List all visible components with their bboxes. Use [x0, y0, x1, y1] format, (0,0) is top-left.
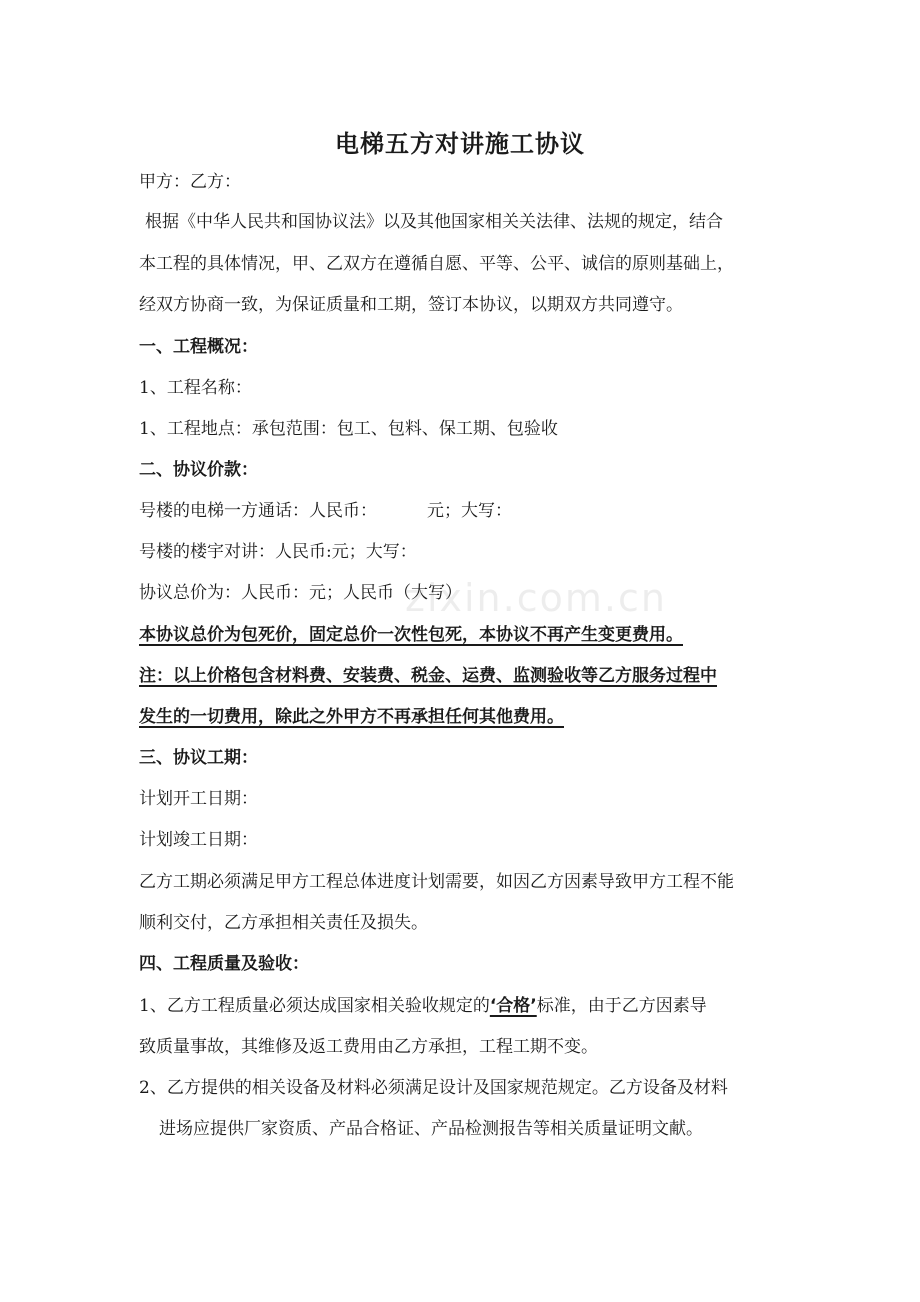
intercom-price-line: 号楼的楼宇对讲：人民币:元；大写：: [139, 542, 417, 562]
price-note-line-2: 发生的一切费用，除此之外甲方不再承担任何其他费用。: [139, 707, 564, 727]
intro-line-3: 经双方协商一致，为保证质量和工期，签订本协议，以期双方共同遵守。: [139, 295, 683, 315]
section-4-heading: 四、工程质量及验收：: [139, 954, 309, 974]
fixed-price-clause: 本协议总价为包死价，固定总价一次性包死，本协议不再产生变更费用。: [139, 625, 683, 645]
schedule-text-line-1: 乙方工期必须满足甲方工程总体进度计划需要，如因乙方因素导致甲方工程不能: [139, 872, 734, 892]
document-title: 电梯五方对讲施工协议: [335, 130, 585, 158]
parties-line: 甲方：乙方：: [139, 172, 241, 192]
start-date-line: 计划开工日期：: [139, 789, 258, 809]
project-name-line: 1、工程名称：: [139, 378, 252, 398]
section-2-heading: 二、协议价款：: [139, 460, 258, 480]
intro-line-2: 本工程的具体情况，甲、乙双方在遵循自愿、平等、公平、诚信的原则基础上，: [139, 254, 734, 274]
total-price-line: 协议总价为：人民币：元；人民币（大写）: [139, 583, 462, 603]
elevator-price-line: [139, 500, 512, 522]
qualified-standard: ‘合格’: [489, 996, 537, 1016]
section-1-heading: 一、工程概况：: [139, 337, 258, 357]
project-location-line: 1、工程地点：承包范围：包工、包料、保工期、包验收: [139, 419, 558, 439]
elevator-price-capital: 元；大写：: [427, 501, 512, 521]
price-note-line-1: 注：以上价格包含材料费、安装费、税金、运费、监测验收等乙方服务过程中: [139, 666, 717, 686]
quality-item-1-line-2: 致质量事故，其维修及返工费用由乙方承担，工程工期不变。: [139, 1037, 598, 1057]
watermark: zixin.com.cn: [405, 576, 667, 620]
quality-item-1-line-1: [139, 995, 707, 1017]
quality-item-2-line-2: 进场应提供厂家资质、产品合格证、产品检测报告等相关质量证明文献。: [159, 1119, 703, 1139]
quality-item-1-text-end: 标准，由于乙方因素导: [536, 996, 707, 1016]
section-3-heading: 三、协议工期：: [139, 748, 258, 768]
quality-item-1-text: 1、乙方工程质量必须达成国家相关验收规定的: [139, 996, 490, 1016]
elevator-price-label: 号楼的电梯一方通话：人民币：: [139, 501, 377, 521]
schedule-text-line-2: 顺利交付，乙方承担相关责任及损失。: [139, 913, 428, 933]
intro-line-1: 根据《中华人民共和国协议法》以及其他国家相关关法律、法规的规定，结合: [145, 212, 723, 232]
quality-item-2-line-1: 2、乙方提供的相关设备及材料必须满足设计及国家规范规定。乙方设备及材料: [139, 1078, 728, 1098]
end-date-line: 计划竣工日期：: [139, 830, 258, 850]
